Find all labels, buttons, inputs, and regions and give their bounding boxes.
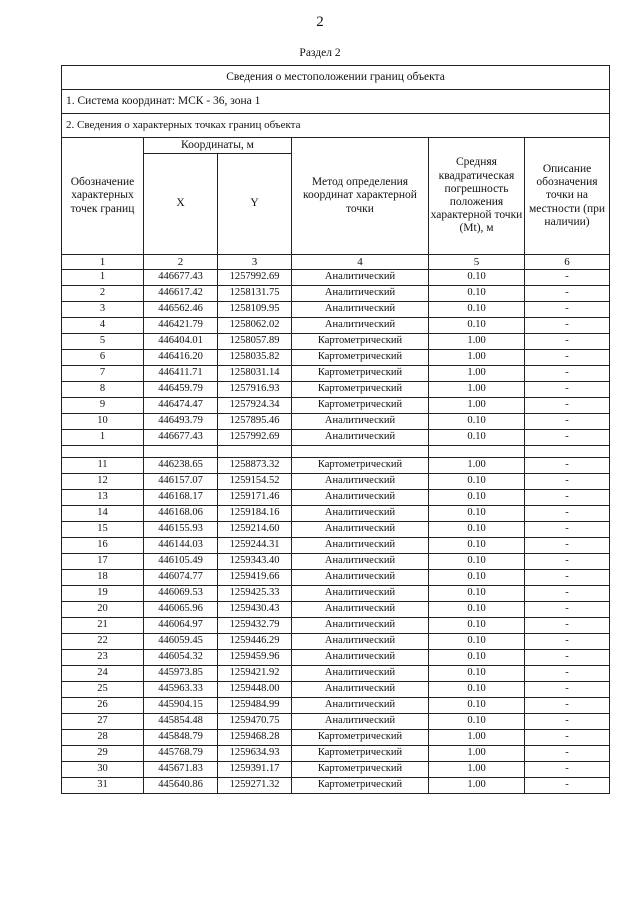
point-number-cell: 8: [62, 382, 144, 398]
y-coordinate-cell: 1259470.75: [218, 714, 292, 730]
method-cell: Аналитический: [292, 714, 429, 730]
table-row: [62, 602, 610, 618]
x-coordinate-cell: 445640.86: [144, 778, 218, 794]
point-number-cell: 9: [62, 398, 144, 414]
x-coordinate-cell: 445973.85: [144, 666, 218, 682]
error-cell: 0.10: [429, 698, 525, 714]
description-cell: -: [525, 270, 610, 286]
error-cell: 1.00: [429, 334, 525, 350]
y-coordinate-cell: 1259244.31: [218, 538, 292, 554]
error-cell: 0.10: [429, 538, 525, 554]
points-heading: 2. Сведения о характерных точках границ объекта: [62, 114, 610, 138]
point-number-cell: 3: [62, 302, 144, 318]
table-row: [62, 634, 610, 650]
point-number-cell: 20: [62, 602, 144, 618]
table-row: [62, 334, 610, 350]
method-cell: Аналитический: [292, 474, 429, 490]
method-cell: Аналитический: [292, 414, 429, 430]
method-cell: Аналитический: [292, 618, 429, 634]
description-cell: -: [525, 618, 610, 634]
empty-cell: [292, 446, 429, 458]
description-cell: -: [525, 634, 610, 650]
x-coordinate-cell: 446064.97: [144, 618, 218, 634]
description-cell: -: [525, 302, 610, 318]
point-number-cell: 2: [62, 286, 144, 302]
point-number-cell: 7: [62, 366, 144, 382]
x-coordinate-cell: 446168.06: [144, 506, 218, 522]
x-coordinate-cell: 446238.65: [144, 458, 218, 474]
method-cell: Картометрический: [292, 382, 429, 398]
y-coordinate-cell: 1259430.43: [218, 602, 292, 618]
column-number: 3: [218, 255, 292, 270]
x-coordinate-cell: 446059.45: [144, 634, 218, 650]
header-method: Метод определения координат характерной точки: [292, 138, 429, 255]
y-coordinate-cell: 1259425.33: [218, 586, 292, 602]
y-coordinate-cell: 1257895.46: [218, 414, 292, 430]
error-cell: 1.00: [429, 458, 525, 474]
x-coordinate-cell: 445963.33: [144, 682, 218, 698]
point-number-cell: 10: [62, 414, 144, 430]
x-coordinate-cell: 446459.79: [144, 382, 218, 398]
table-row: [62, 366, 610, 382]
y-coordinate-cell: 1259448.00: [218, 682, 292, 698]
y-coordinate-cell: 1258873.32: [218, 458, 292, 474]
method-cell: Картометрический: [292, 458, 429, 474]
table-row: [62, 318, 610, 334]
header-error: Средняя квадратическая погрешность положения характерной точки (Mt), м: [429, 138, 525, 255]
description-cell: -: [525, 666, 610, 682]
table-row: [62, 778, 610, 794]
table-row: [62, 762, 610, 778]
y-coordinate-cell: 1259419.66: [218, 570, 292, 586]
description-cell: -: [525, 554, 610, 570]
y-coordinate-cell: 1259391.17: [218, 762, 292, 778]
coordinate-system: 1. Система координат: МСК - 36, зона 1: [62, 90, 610, 114]
description-cell: -: [525, 414, 610, 430]
table-row: [62, 618, 610, 634]
method-cell: Аналитический: [292, 490, 429, 506]
table-row: [62, 414, 610, 430]
table-row: [62, 430, 610, 446]
x-coordinate-cell: 446411.71: [144, 366, 218, 382]
y-coordinate-cell: 1259432.79: [218, 618, 292, 634]
table-row: [62, 538, 610, 554]
point-number-cell: 4: [62, 318, 144, 334]
error-cell: 0.10: [429, 634, 525, 650]
error-cell: 0.10: [429, 522, 525, 538]
y-coordinate-cell: 1259343.40: [218, 554, 292, 570]
method-cell: Картометрический: [292, 334, 429, 350]
error-cell: 1.00: [429, 746, 525, 762]
column-number: 5: [429, 255, 525, 270]
section-title: Раздел 2: [299, 47, 341, 59]
x-coordinate-cell: 446562.46: [144, 302, 218, 318]
description-cell: -: [525, 366, 610, 382]
error-cell: 1.00: [429, 366, 525, 382]
method-cell: Картометрический: [292, 350, 429, 366]
table-row: [62, 650, 610, 666]
page-number: 2: [316, 14, 324, 30]
method-cell: Аналитический: [292, 698, 429, 714]
table-row: [62, 458, 610, 474]
description-cell: -: [525, 382, 610, 398]
y-coordinate-cell: 1257924.34: [218, 398, 292, 414]
error-cell: 1.00: [429, 398, 525, 414]
method-cell: Аналитический: [292, 430, 429, 446]
y-coordinate-cell: 1258109.95: [218, 302, 292, 318]
y-coordinate-cell: 1259214.60: [218, 522, 292, 538]
method-cell: Картометрический: [292, 762, 429, 778]
method-cell: Картометрический: [292, 366, 429, 382]
description-cell: -: [525, 682, 610, 698]
description-cell: -: [525, 730, 610, 746]
error-cell: 0.10: [429, 490, 525, 506]
error-cell: 0.10: [429, 318, 525, 334]
description-cell: -: [525, 570, 610, 586]
description-cell: -: [525, 522, 610, 538]
y-coordinate-cell: 1259421.92: [218, 666, 292, 682]
x-coordinate-cell: 446157.07: [144, 474, 218, 490]
point-number-cell: 6: [62, 350, 144, 366]
error-cell: 0.10: [429, 650, 525, 666]
y-coordinate-cell: 1259171.46: [218, 490, 292, 506]
description-cell: -: [525, 458, 610, 474]
empty-cell: [429, 446, 525, 458]
description-cell: -: [525, 350, 610, 366]
error-cell: 0.10: [429, 270, 525, 286]
column-number: 2: [144, 255, 218, 270]
description-cell: -: [525, 490, 610, 506]
error-cell: 0.10: [429, 302, 525, 318]
error-cell: 0.10: [429, 714, 525, 730]
y-coordinate-cell: 1259634.93: [218, 746, 292, 762]
method-cell: Картометрический: [292, 730, 429, 746]
point-number-cell: 18: [62, 570, 144, 586]
point-number-cell: 15: [62, 522, 144, 538]
header-description: Описание обозначения точки на местности (при наличии): [525, 138, 610, 255]
table-row: [62, 398, 610, 414]
point-number-cell: 17: [62, 554, 144, 570]
error-cell: 0.10: [429, 682, 525, 698]
point-number-cell: 16: [62, 538, 144, 554]
method-cell: Аналитический: [292, 650, 429, 666]
column-number: 6: [525, 255, 610, 270]
empty-cell: [62, 446, 144, 458]
x-coordinate-cell: 446155.93: [144, 522, 218, 538]
table-row: [62, 350, 610, 366]
point-number-cell: 27: [62, 714, 144, 730]
method-cell: Аналитический: [292, 570, 429, 586]
table-row: [62, 382, 610, 398]
description-cell: -: [525, 602, 610, 618]
header-y: Y: [218, 154, 292, 255]
description-cell: -: [525, 398, 610, 414]
table-row: [62, 570, 610, 586]
method-cell: Аналитический: [292, 270, 429, 286]
point-number-cell: 26: [62, 698, 144, 714]
header-designation: Обозначение характерных точек границ: [62, 138, 144, 255]
point-number-cell: 23: [62, 650, 144, 666]
empty-cell: [144, 446, 218, 458]
description-cell: -: [525, 318, 610, 334]
method-cell: Аналитический: [292, 302, 429, 318]
point-number-cell: 1: [62, 430, 144, 446]
description-cell: -: [525, 334, 610, 350]
description-cell: -: [525, 778, 610, 794]
description-cell: -: [525, 586, 610, 602]
y-coordinate-cell: 1258035.82: [218, 350, 292, 366]
error-cell: 0.10: [429, 618, 525, 634]
error-cell: 0.10: [429, 602, 525, 618]
error-cell: 0.10: [429, 666, 525, 682]
x-coordinate-cell: 446493.79: [144, 414, 218, 430]
table-row: [62, 666, 610, 682]
description-cell: -: [525, 746, 610, 762]
table-row: [62, 522, 610, 538]
empty-cell: [525, 446, 610, 458]
error-cell: 1.00: [429, 762, 525, 778]
y-coordinate-cell: 1259468.28: [218, 730, 292, 746]
method-cell: Аналитический: [292, 586, 429, 602]
point-number-cell: 30: [62, 762, 144, 778]
error-cell: 1.00: [429, 382, 525, 398]
x-coordinate-cell: 446421.79: [144, 318, 218, 334]
x-coordinate-cell: 446054.32: [144, 650, 218, 666]
error-cell: 0.10: [429, 586, 525, 602]
error-cell: 0.10: [429, 414, 525, 430]
x-coordinate-cell: 446105.49: [144, 554, 218, 570]
table-row: [62, 698, 610, 714]
x-coordinate-cell: 445848.79: [144, 730, 218, 746]
y-coordinate-cell: 1258057.89: [218, 334, 292, 350]
method-cell: Аналитический: [292, 554, 429, 570]
x-coordinate-cell: 445671.83: [144, 762, 218, 778]
error-cell: 0.10: [429, 570, 525, 586]
method-cell: Аналитический: [292, 318, 429, 334]
contour-separator-row: [62, 446, 610, 458]
method-cell: Картометрический: [292, 746, 429, 762]
x-coordinate-cell: 446074.77: [144, 570, 218, 586]
point-number-cell: 22: [62, 634, 144, 650]
x-coordinate-cell: 446617.42: [144, 286, 218, 302]
table-row: [62, 586, 610, 602]
boundary-table: [61, 65, 610, 794]
y-coordinate-cell: 1259184.16: [218, 506, 292, 522]
method-cell: Аналитический: [292, 602, 429, 618]
point-number-cell: 31: [62, 778, 144, 794]
point-number-cell: 21: [62, 618, 144, 634]
x-coordinate-cell: 446168.17: [144, 490, 218, 506]
y-coordinate-cell: 1259446.29: [218, 634, 292, 650]
column-number: 4: [292, 255, 429, 270]
y-coordinate-cell: 1258062.02: [218, 318, 292, 334]
table-row: [62, 506, 610, 522]
y-coordinate-cell: 1257992.69: [218, 270, 292, 286]
x-coordinate-cell: 445854.48: [144, 714, 218, 730]
table-row: [62, 714, 610, 730]
table-title: Сведения о местоположении границ объекта: [62, 66, 610, 90]
error-cell: 1.00: [429, 778, 525, 794]
description-cell: -: [525, 538, 610, 554]
method-cell: Аналитический: [292, 634, 429, 650]
table-row: [62, 730, 610, 746]
method-cell: Аналитический: [292, 286, 429, 302]
y-coordinate-cell: 1258031.14: [218, 366, 292, 382]
error-cell: 0.10: [429, 554, 525, 570]
header-x: X: [144, 154, 218, 255]
point-number-cell: 1: [62, 270, 144, 286]
x-coordinate-cell: 446144.03: [144, 538, 218, 554]
description-cell: -: [525, 698, 610, 714]
x-coordinate-cell: 446069.53: [144, 586, 218, 602]
y-coordinate-cell: 1257992.69: [218, 430, 292, 446]
point-number-cell: 19: [62, 586, 144, 602]
table-row: [62, 286, 610, 302]
header-coordinates: Координаты, м: [144, 138, 292, 154]
x-coordinate-cell: 446404.01: [144, 334, 218, 350]
method-cell: Аналитический: [292, 506, 429, 522]
method-cell: Аналитический: [292, 538, 429, 554]
y-coordinate-cell: 1259459.96: [218, 650, 292, 666]
description-cell: -: [525, 762, 610, 778]
error-cell: 1.00: [429, 350, 525, 366]
method-cell: Картометрический: [292, 398, 429, 414]
table-row: [62, 302, 610, 318]
point-number-cell: 14: [62, 506, 144, 522]
table-row: [62, 682, 610, 698]
x-coordinate-cell: 446065.96: [144, 602, 218, 618]
description-cell: -: [525, 650, 610, 666]
x-coordinate-cell: 446677.43: [144, 430, 218, 446]
table-row: [62, 746, 610, 762]
method-cell: Картометрический: [292, 778, 429, 794]
point-number-cell: 29: [62, 746, 144, 762]
error-cell: 0.10: [429, 430, 525, 446]
description-cell: -: [525, 714, 610, 730]
x-coordinate-cell: 446677.43: [144, 270, 218, 286]
x-coordinate-cell: 446416.20: [144, 350, 218, 366]
table-row: [62, 554, 610, 570]
point-number-cell: 25: [62, 682, 144, 698]
empty-cell: [218, 446, 292, 458]
x-coordinate-cell: 445904.15: [144, 698, 218, 714]
error-cell: 0.10: [429, 474, 525, 490]
point-number-cell: 13: [62, 490, 144, 506]
description-cell: -: [525, 286, 610, 302]
y-coordinate-cell: 1259484.99: [218, 698, 292, 714]
point-number-cell: 28: [62, 730, 144, 746]
x-coordinate-cell: 445768.79: [144, 746, 218, 762]
point-number-cell: 12: [62, 474, 144, 490]
method-cell: Аналитический: [292, 666, 429, 682]
point-number-cell: 11: [62, 458, 144, 474]
description-cell: -: [525, 430, 610, 446]
point-number-cell: 24: [62, 666, 144, 682]
description-cell: -: [525, 506, 610, 522]
y-coordinate-cell: 1257916.93: [218, 382, 292, 398]
table-row: [62, 474, 610, 490]
column-number: 1: [62, 255, 144, 270]
description-cell: -: [525, 474, 610, 490]
table-row: [62, 270, 610, 286]
point-number-cell: 5: [62, 334, 144, 350]
table-row: [62, 490, 610, 506]
error-cell: 1.00: [429, 730, 525, 746]
method-cell: Аналитический: [292, 682, 429, 698]
y-coordinate-cell: 1259154.52: [218, 474, 292, 490]
error-cell: 0.10: [429, 506, 525, 522]
x-coordinate-cell: 446474.47: [144, 398, 218, 414]
y-coordinate-cell: 1258131.75: [218, 286, 292, 302]
y-coordinate-cell: 1259271.32: [218, 778, 292, 794]
method-cell: Аналитический: [292, 522, 429, 538]
error-cell: 0.10: [429, 286, 525, 302]
